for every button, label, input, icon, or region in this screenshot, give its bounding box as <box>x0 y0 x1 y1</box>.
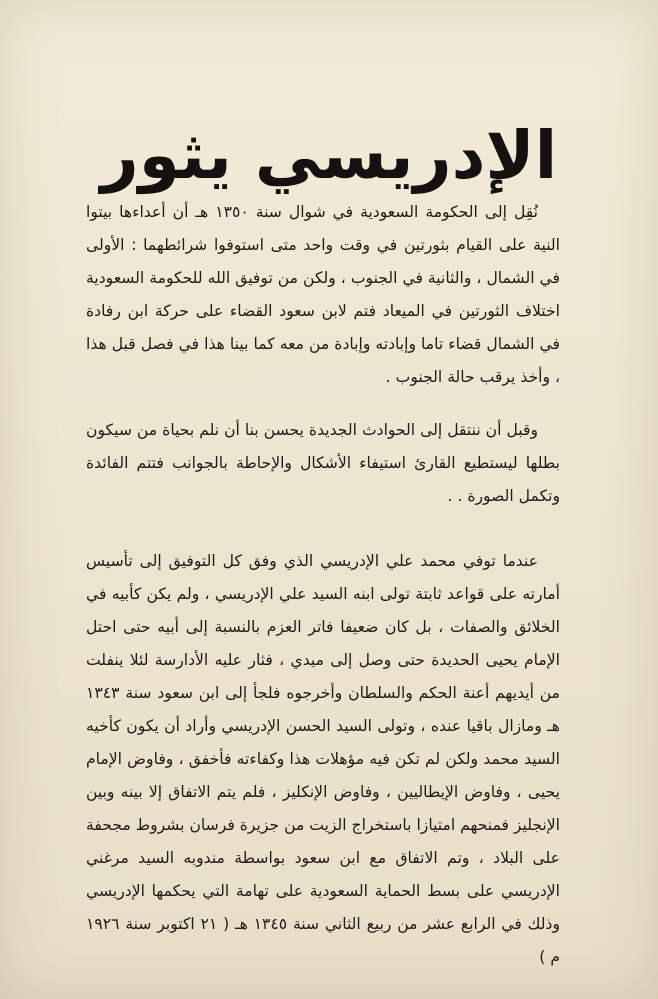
paragraph-gap <box>86 394 560 414</box>
paragraph-3: عندما توفي محمد علي الإدريسي الذي وفق كل التوفيق إلى تأسيس أمارته على قواعد ثابتة تولى ابنه السيد علي الإدريسي ، ولم يكن كأبيه في الخلائق والصفات ، بل كان ضعيفا فاتر العزم بالنسبة إلى أبيه حتى احتل الإمام يحيى الحديدة حتى وصل إلى ميدي ، فثار عليه الأدارسة لئلا ينفلت من أيديهم أعنة الحكم والسلطان وأخرجوه فلجأ إلى ابن سعود سنة ١٣٤٣ هـ ومازال باقيا عنده ، وتولى السيد الحسن الإدريسي وأراد أن يكون كأخيه السيد محمد ولكن لم تكن فيه مؤهلات هذا وكفاءته فأخفق ، وفاوض الإمام يحيى ، وفاوض الإيطاليين ، وفاوض الإنكليز ، فلم يتم الاتفاق إلا بينه وبين الإنجليز فمنحهم امتيازا باستخراج الزيت من جزيرة فرسان بشروط مجحفة على البلاد ، وتم الاتفاق مع ابن سعود بواسطة مندوبه السيد مرغني الإدريسي على بسط الحماية السعودية على تهامة التي يحكمها الإدريسي وذلك في الرابع عشر من ربيع الثاني سنة ١٣٤٥ هـ ( ٢١ اكتوبر سنة ١٩٢٦ م ) <box>86 552 561 966</box>
chapter-body <box>86 196 560 974</box>
paragraph-gap <box>86 513 560 545</box>
paragraph-1: نُقِل إلى الحكومة السعودية في شوال سنة ١٣٥٠ هـ أن أعداءها بيتوا النية على القيام بثورتين في وقت واحد متى استوفوا شرائطهما : الأولى في الشمال ، والثانية في الجنوب ، ولكن من توفيق الله للحكومة السعودية اختلاف الثورتين في الميعاد فتم لابن سعود القضاء على حركة ابن رفادة في الشمال قضاء تاما وإبادته وإبادة من معه كما بينا هذا في فصل قبل هذا ، وأخذ يرقب حالة الجنوب . <box>86 203 560 386</box>
paragraph-2: وقبل أن ننتقل إلى الحوادث الجديدة يحسن بنا أن نلم بحياة من سيكون بطلها ليستطيع القارئ استيفاء الأشكال والإحاطة بالجوانب فتتم الفائدة وتكمل الصورة . . <box>86 421 560 505</box>
chapter-title: الإدريسي يثور <box>100 117 558 195</box>
